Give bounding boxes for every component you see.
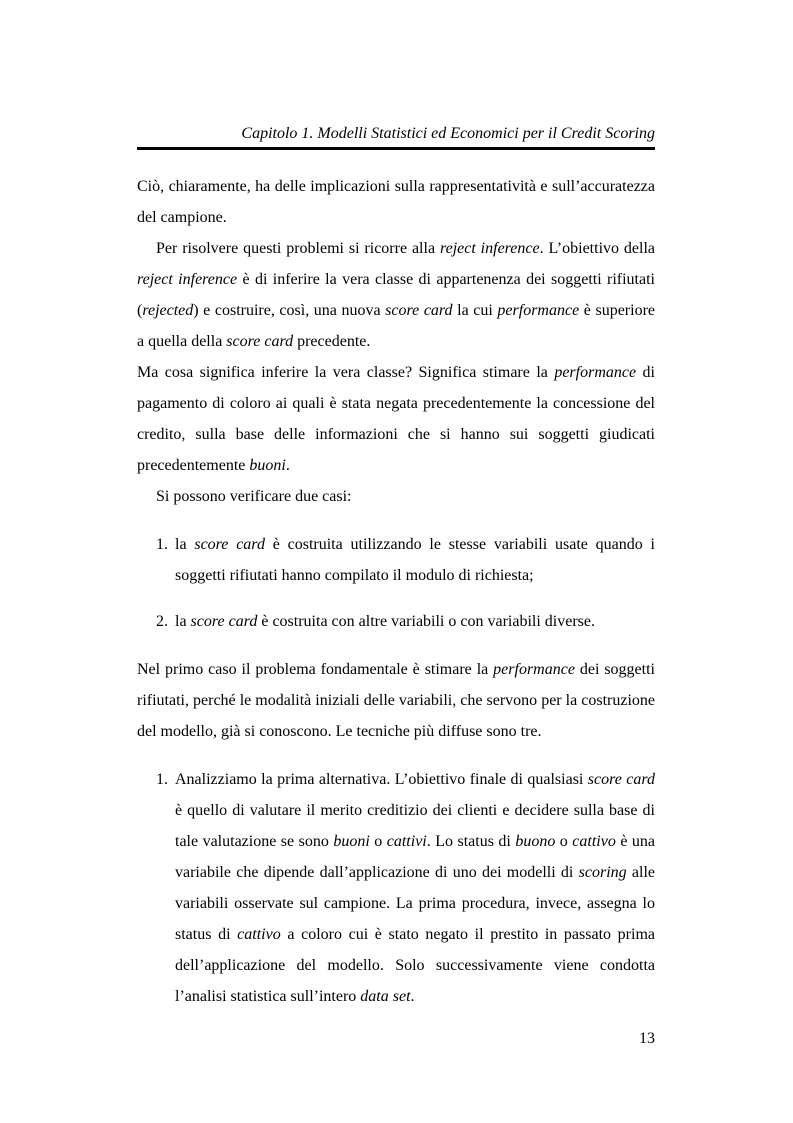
header-rule: [137, 147, 655, 150]
running-header: Capitolo 1. Modelli Statistici ed Economici per il Credit Scoring: [241, 125, 655, 142]
list-item: 1. la score card è costruita utilizzando le stesse variabili usate quando i soggetti rifiutati hanno compilato il modulo di richiesta;: [156, 536, 655, 584]
page-number: 13: [639, 1030, 655, 1047]
paragraph-4: Si possono verificare due casi:: [156, 488, 352, 505]
list-item: 1. Analizziamo la prima alternativa. L’obiettivo finale di qualsiasi score card è quello di valutare il merito creditizio dei clienti e decidere sulla base di tale valutazione se sono buoni o cattivi. Lo status di buono o cattivo è una variabile che dipende dall’applicazione di uno dei modelli di scoring alle variabili osservate sul campione. La prima procedura, invece, assegna lo status di cattivo a coloro cui è stato negato il prestito in passato prima dell’applicazione del modello. Solo successivamente viene condotta l’analisi statistica sull’intero data set.: [156, 771, 656, 1005]
paragraph-1: Ciò, chiaramente, ha delle implicazioni sulla rappresentatività e sull’accuratezza del campione.: [137, 178, 655, 226]
body-text: [137, 171, 655, 1012]
paragraph-2: Per risolvere questi problemi si ricorre alla reject inference. L’obiettivo della reject inference è di inferire la vera classe di appartenenza dei soggetti rifiutati (rejected) e costruire, così, una nuova score card la cui performance è superiore a quella della score card precedente.: [137, 240, 656, 350]
list-item: 2. la score card è costruita con altre variabili o con variabili diverse.: [156, 613, 595, 630]
cases-list: [137, 529, 655, 637]
paragraph-5: Nel primo caso il problema fondamentale è stimare la performance dei soggetti rifiutati, perché le modalità iniziali delle variabili, che servono per la costruzione del modello, già si conoscono. Le tecniche più diffuse sono tre.: [137, 661, 655, 740]
paragraph-3: Ma cosa significa inferire la vera classe? Significa stimare la performance di pagamento di coloro ai quali è stata negata precedentemente la concessione del credito, sulla base delle informazioni che si hanno sui soggetti giudicati precedentemente buoni.: [137, 364, 655, 474]
techniques-list: [137, 764, 655, 1012]
